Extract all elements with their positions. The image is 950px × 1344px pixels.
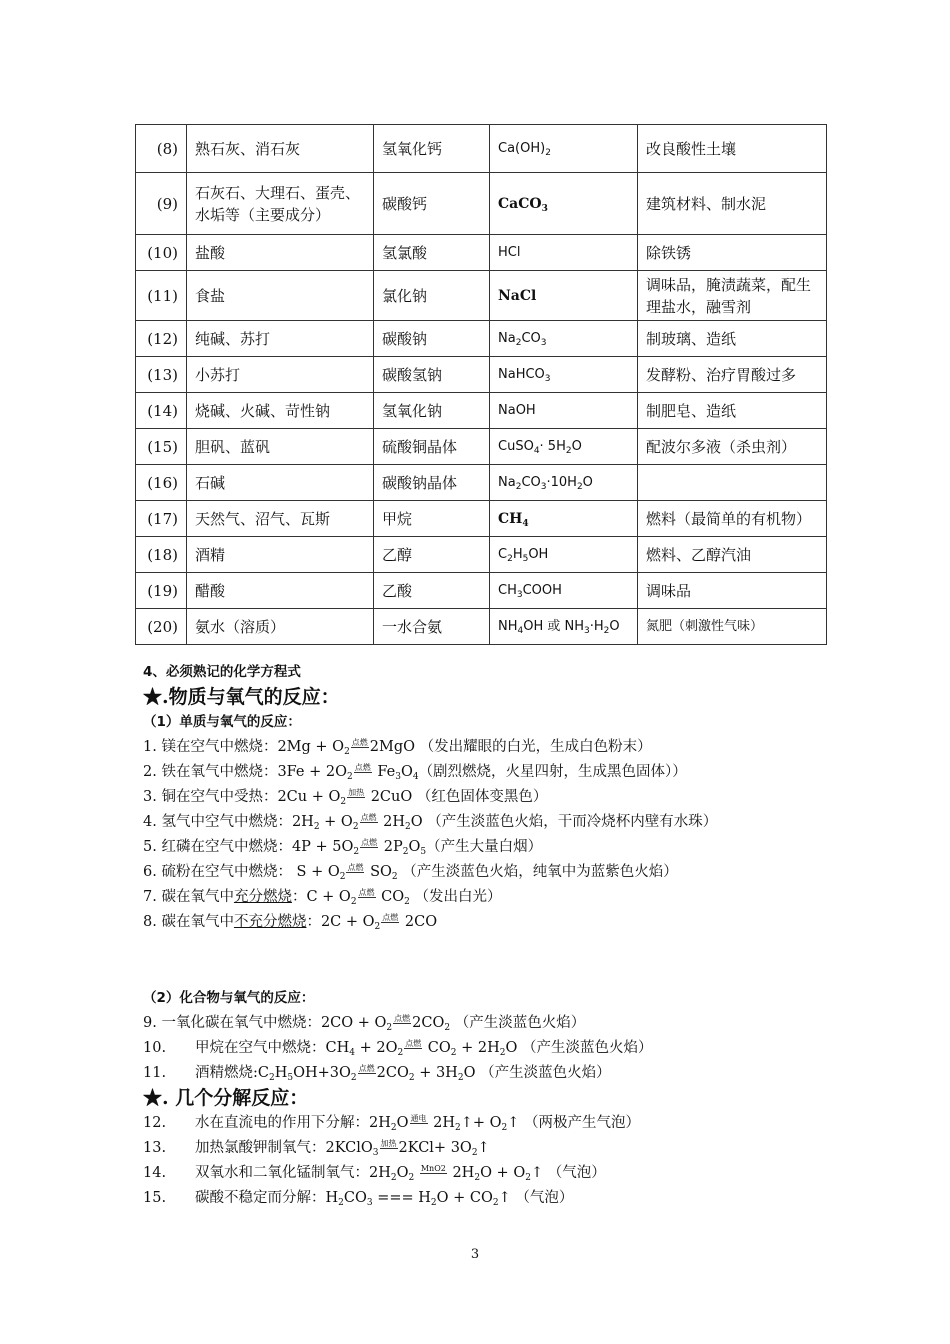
subscript: 2 — [313, 822, 320, 832]
subscript: 2 — [457, 1073, 464, 1083]
text-segment: O + O — [480, 1165, 526, 1181]
subscript: 2 — [515, 337, 522, 348]
text-segment: 5. 红磷在空气中燃烧：4P + 5O — [143, 839, 354, 855]
subscript: 2 — [350, 897, 357, 907]
text-segment: CO — [376, 889, 405, 905]
subscript: 2 — [350, 1073, 357, 1083]
equation-line — [143, 785, 717, 810]
usage-cell: 除铁锈 — [638, 235, 827, 271]
chemical-name-cell: 乙酸 — [374, 573, 490, 609]
text-segment: NaCl — [498, 287, 537, 304]
subscript: 2 — [408, 1073, 415, 1083]
text-segment: === H — [372, 1190, 431, 1206]
underlined-text: 充分燃烧 — [233, 889, 292, 905]
subscript: 3 — [395, 772, 401, 782]
subscript: 2 — [340, 797, 347, 807]
underlined-text: 不充分燃烧 — [233, 914, 307, 930]
text-segment: O — [609, 618, 620, 634]
reaction-condition: 点燃 — [351, 738, 368, 747]
text-segment: 3. 铜在空气中受热：2Cu + O — [143, 789, 341, 805]
usage-cell: 燃料（最简单的有机物） — [638, 501, 827, 537]
text-segment: 4、必须熟记的化学方程式 — [143, 664, 301, 680]
reaction-condition: 点燃 — [358, 888, 375, 897]
row-number: (18) — [136, 537, 187, 573]
text-segment: 2. 铁在氧气中燃烧：3Fe + 2O — [143, 764, 347, 780]
table-row — [136, 173, 827, 235]
text-segment: C — [498, 546, 508, 562]
usage-cell: 制肥皂、造纸 — [638, 393, 827, 429]
equation-line — [143, 1061, 653, 1086]
chemical-name-cell: 一水合氨 — [374, 609, 490, 645]
text-segment: CuSO — [498, 438, 534, 454]
text-segment: （产生淡蓝色火焰） — [450, 1015, 586, 1031]
reaction-condition: 点燃 — [394, 1014, 411, 1023]
chemical-name-cell: 硫酸铜晶体 — [374, 429, 490, 465]
chemical-name-cell: 乙醇 — [374, 537, 490, 573]
text-segment: Fe — [372, 764, 396, 780]
equation-line — [143, 910, 717, 935]
text-segment: 2H — [378, 814, 406, 830]
subscript: 2 — [515, 481, 522, 492]
text-segment: 2CO — [400, 914, 438, 930]
reaction-condition: 点燃 — [360, 813, 377, 822]
reaction-condition: 点燃 — [361, 838, 378, 847]
text-segment: Na — [498, 474, 516, 490]
formula-cell — [490, 393, 638, 429]
text-segment: 8. 碳在氧气中 — [143, 914, 234, 930]
text-segment: ↑ — [477, 1140, 490, 1156]
text-segment: HCl — [498, 244, 521, 260]
page-number: 3 — [470, 1247, 480, 1262]
text-segment: ↑ （气泡） — [530, 1165, 606, 1181]
table-row — [136, 125, 827, 173]
text-segment: OH 或 NH — [523, 618, 585, 634]
subscript: 3 — [544, 373, 551, 384]
equations-section-oxygen-elements — [143, 660, 717, 935]
text-segment: CH — [498, 582, 517, 598]
subscript: 2 — [501, 1123, 508, 1133]
text-segment: （2）化合物与氧气的反应： — [143, 990, 315, 1006]
subscript: 3 — [366, 1198, 373, 1208]
text-segment: · 5H — [539, 438, 566, 454]
equations-section-compounds-decomposition — [143, 986, 653, 1211]
subscript: 2 — [565, 445, 572, 456]
formula-cell — [490, 271, 638, 321]
subscript: 2 — [474, 1173, 481, 1183]
subscript: 2 — [492, 1198, 499, 1208]
text-segment: （1）单质与氧气的反应： — [143, 714, 301, 730]
common-name-cell: 石灰石、大理石、蛋壳、水垢等（主要成分） — [187, 173, 374, 235]
subscript: 2 — [545, 147, 551, 158]
equation-index: 10. — [143, 1040, 167, 1056]
formula-cell — [490, 235, 638, 271]
text-segment: + 2H — [456, 1040, 500, 1056]
text-segment: 2CO — [376, 1065, 409, 1081]
usage-cell: 氮肥（刺激性气味） — [638, 609, 827, 645]
subscript: 2 — [338, 1198, 344, 1208]
text-segment: O （产生淡蓝色火焰） — [463, 1065, 611, 1081]
common-name-cell: 石碱 — [187, 465, 374, 501]
formula-cell — [490, 573, 638, 609]
formula-cell — [490, 321, 638, 357]
subscript: 2 — [471, 1148, 478, 1158]
text-segment: ↑ （气泡） — [498, 1190, 574, 1206]
common-name-cell: 熟石灰、消石灰 — [187, 125, 374, 173]
usage-cell: 配波尔多液（杀虫剂） — [638, 429, 827, 465]
subscript: 4 — [517, 625, 524, 636]
subscript: 2 — [344, 747, 350, 757]
equation-index: 14. — [143, 1165, 167, 1181]
subscript: 2 — [402, 847, 409, 857]
formula-cell — [490, 537, 638, 573]
subscript: 2 — [430, 1198, 437, 1208]
text-segment: ·H — [589, 618, 604, 634]
subscript: 2 — [499, 1048, 506, 1058]
reaction-condition: MnO2 — [420, 1164, 446, 1173]
equation-index: 11. — [143, 1065, 167, 1081]
common-name-cell: 烧碱、火碱、苛性钠 — [187, 393, 374, 429]
subscript: 3 — [541, 203, 548, 214]
text-segment: 加热氯酸钾制氧气：2KClO — [195, 1140, 373, 1156]
text-segment: Ca(OH) — [498, 140, 546, 156]
text-segment: OH — [528, 546, 549, 562]
equation-line — [143, 735, 717, 760]
text-segment: CO — [423, 1040, 451, 1056]
common-name-cell: 胆矾、蓝矾 — [187, 429, 374, 465]
subscript: 2 — [374, 922, 381, 932]
reaction-condition: 点燃 — [405, 1039, 422, 1048]
subscript: 2 — [397, 1048, 404, 1058]
chemical-name-cell: 氢氧化钠 — [374, 393, 490, 429]
text-segment: 6. 硫粉在空气中燃烧： S + O — [143, 864, 340, 880]
text-segment: 2H — [447, 1165, 475, 1181]
subscript: 3 — [540, 481, 547, 492]
equation-line — [143, 1111, 653, 1136]
equation-index: 12. — [143, 1115, 167, 1131]
subscript: 2 — [444, 1023, 451, 1033]
chemical-name-cell: 碳酸氢钠 — [374, 357, 490, 393]
common-name-cell: 食盐 — [187, 271, 374, 321]
section-heading — [143, 710, 717, 735]
common-name-cell: 天然气、沼气、瓦斯 — [187, 501, 374, 537]
formula-cell — [490, 465, 638, 501]
subscript: 2 — [268, 1073, 275, 1083]
usage-cell: 制玻璃、造纸 — [638, 321, 827, 357]
text-segment — [414, 1165, 419, 1181]
row-number: (8) — [136, 125, 187, 173]
text-segment: 2H — [428, 1115, 455, 1131]
text-segment: 2KCl+ 3O — [398, 1140, 472, 1156]
subscript: 2 — [391, 872, 398, 882]
row-number: (20) — [136, 609, 187, 645]
chemical-name-cell: 碳酸钠晶体 — [374, 465, 490, 501]
text-segment: 甲烷在空气中燃烧：CH — [195, 1040, 350, 1056]
text-segment: ★. 几个分解反应： — [143, 1087, 309, 1109]
subscript: 4 — [349, 1048, 355, 1058]
text-segment: 1. 镁在空气中燃烧：2Mg + O — [143, 739, 345, 755]
row-number: (15) — [136, 429, 187, 465]
subscript: 2 — [525, 1173, 531, 1183]
table-row — [136, 321, 827, 357]
text-segment: OH+3O — [293, 1065, 351, 1081]
text-segment: + 2O — [354, 1040, 398, 1056]
table-row — [136, 235, 827, 271]
text-segment: O + CO — [436, 1190, 493, 1206]
text-segment: 碳酸不稳定而分解：H — [195, 1190, 339, 1206]
subscript: 3 — [516, 589, 523, 600]
subscript: 5 — [287, 1073, 294, 1083]
text-segment: NaHCO — [498, 366, 545, 382]
subscript: 4 — [412, 772, 419, 782]
section-heading — [143, 660, 717, 685]
usage-cell: 改良酸性土壤 — [638, 125, 827, 173]
table-row — [136, 429, 827, 465]
chemical-name-cell: 氢氧化钙 — [374, 125, 490, 173]
text-segment: ：2C + O — [306, 914, 375, 930]
text-segment: O — [408, 839, 421, 855]
common-name-cell: 盐酸 — [187, 235, 374, 271]
subscript: 2 — [390, 1173, 397, 1183]
text-segment: 2CO — [412, 1015, 445, 1031]
text-segment: ★.物质与氧气的反应： — [143, 686, 340, 708]
equation-line — [143, 1186, 653, 1211]
text-segment: COOH — [522, 582, 562, 598]
usage-cell: 建筑材料、制水泥 — [638, 173, 827, 235]
formula-cell — [490, 357, 638, 393]
reaction-condition: 加热 — [348, 788, 365, 797]
row-number: (10) — [136, 235, 187, 271]
table-row — [136, 465, 827, 501]
text-segment: ·10H — [546, 474, 577, 490]
chemical-name-cell: 碳酸钠 — [374, 321, 490, 357]
equation-line — [143, 1011, 653, 1036]
text-segment: （剧烈燃烧，火星四射，生成黑色固体）） — [418, 764, 687, 780]
row-number: (12) — [136, 321, 187, 357]
equation-line — [143, 885, 717, 910]
formula-cell — [490, 173, 638, 235]
text-segment: ：C + O — [291, 889, 351, 905]
section-heading — [143, 685, 717, 710]
table-row — [136, 609, 827, 645]
text-segment: H — [274, 1065, 288, 1081]
reaction-condition: 点燃 — [347, 863, 364, 872]
chemical-name-cell: 氯化钠 — [374, 271, 490, 321]
text-segment: 2P — [379, 839, 403, 855]
text-segment: CO — [521, 330, 541, 346]
text-segment: （发出白光） — [409, 889, 502, 905]
reaction-condition: 点燃 — [354, 763, 371, 772]
text-segment: O （产生淡蓝色火焰，干而冷烧杯内壁有水珠） — [410, 814, 718, 830]
text-segment: NaOH — [498, 402, 536, 418]
usage-cell: 调味品，腌渍蔬菜，配生理盐水，融雪剂 — [638, 271, 827, 321]
subscript: 2 — [386, 1023, 393, 1033]
usage-cell — [638, 465, 827, 501]
reaction-condition: 加热 — [380, 1139, 397, 1148]
text-segment: SO — [365, 864, 392, 880]
text-segment: ↑+ O — [460, 1115, 502, 1131]
equation-index: 13. — [143, 1140, 167, 1156]
text-segment: 2CuO （红色固体变黑色） — [366, 789, 548, 805]
row-number: (14) — [136, 393, 187, 429]
equation-line — [143, 1036, 653, 1061]
text-segment: 水在直流电的作用下分解：2H — [195, 1115, 391, 1131]
subscript: 2 — [404, 897, 410, 907]
text-segment: H — [512, 546, 523, 562]
subscript: 5 — [522, 553, 529, 564]
subscript: 2 — [450, 1048, 457, 1058]
text-segment: CaCO — [498, 195, 542, 212]
text-segment: 酒精燃烧:C — [195, 1065, 269, 1081]
formula-cell — [490, 125, 638, 173]
text-segment: O — [396, 1115, 409, 1131]
substance-table — [135, 124, 827, 645]
text-segment: 双氧水和二氧化锰制氧气：2H — [195, 1165, 391, 1181]
text-segment: 4. 氢气中空气中燃烧：2H — [143, 814, 314, 830]
subscript: 5 — [420, 847, 427, 857]
text-segment: 9. 一氧化碳在氧气中燃烧：2CO + O — [143, 1015, 387, 1031]
subscript: 2 — [507, 553, 513, 564]
row-number: (13) — [136, 357, 187, 393]
text-segment: NH — [498, 618, 518, 634]
subscript: 2 — [347, 772, 353, 782]
chemical-name-cell: 甲烷 — [374, 501, 490, 537]
row-number: (11) — [136, 271, 187, 321]
row-number: (16) — [136, 465, 187, 501]
text-segment: O — [571, 438, 582, 454]
usage-cell: 发酵粉、治疗胃酸过多 — [638, 357, 827, 393]
subscript: 2 — [408, 1173, 415, 1183]
formula-cell — [490, 429, 638, 465]
equation-line — [143, 835, 717, 860]
subscript: 4 — [522, 518, 529, 529]
common-name-cell: 纯碱、苏打 — [187, 321, 374, 357]
table-row — [136, 573, 827, 609]
usage-cell: 燃料、乙醇汽油 — [638, 537, 827, 573]
common-name-cell: 小苏打 — [187, 357, 374, 393]
common-name-cell: 氨水（溶质） — [187, 609, 374, 645]
common-name-cell: 醋酸 — [187, 573, 374, 609]
subscript: 3 — [540, 337, 547, 348]
text-segment: O （产生淡蓝色火焰） — [505, 1040, 653, 1056]
table-row — [136, 393, 827, 429]
text-segment: O — [396, 1165, 409, 1181]
subscript: 2 — [454, 1123, 461, 1133]
text-segment: （产生大量白烟） — [426, 839, 543, 855]
subscript: 2 — [405, 822, 411, 832]
row-number: (17) — [136, 501, 187, 537]
reaction-condition: 通电 — [410, 1114, 427, 1123]
text-segment: CH — [498, 510, 523, 527]
text-segment: O — [400, 764, 413, 780]
equation-line — [143, 860, 717, 885]
equation-line — [143, 760, 717, 785]
usage-cell: 调味品 — [638, 573, 827, 609]
reaction-condition: 点燃 — [358, 1064, 375, 1073]
table-row — [136, 357, 827, 393]
text-segment: O — [582, 474, 593, 490]
equation-line — [143, 1161, 653, 1186]
table-row — [136, 537, 827, 573]
equation-line — [143, 810, 717, 835]
text-segment: （产生淡蓝色火焰，纯氧中为蓝紫色火焰） — [397, 864, 678, 880]
table-row — [136, 501, 827, 537]
text-segment: + 3H — [414, 1065, 458, 1081]
formula-cell — [490, 609, 638, 645]
subscript: 4 — [533, 445, 540, 456]
chemical-name-cell: 碳酸钙 — [374, 173, 490, 235]
subscript: 2 — [390, 1123, 397, 1133]
text-segment: Na — [498, 330, 516, 346]
chemical-name-cell: 氢氯酸 — [374, 235, 490, 271]
subscript: 3 — [372, 1148, 379, 1158]
text-segment: 7. 碳在氧气中 — [143, 889, 234, 905]
equation-index: 15. — [143, 1190, 167, 1206]
row-number: (19) — [136, 573, 187, 609]
text-segment: CO — [521, 474, 541, 490]
subscript: 3 — [584, 625, 590, 636]
equation-line — [143, 1136, 653, 1161]
formula-cell — [490, 501, 638, 537]
row-number: (9) — [136, 173, 187, 235]
text-segment: + O — [319, 814, 353, 830]
subscript: 2 — [352, 822, 359, 832]
section-heading — [143, 986, 653, 1011]
text-segment: ↑ （两极产生气泡） — [507, 1115, 641, 1131]
reaction-condition: 点燃 — [382, 913, 399, 922]
subscript: 2 — [339, 872, 346, 882]
table-row — [136, 271, 827, 321]
section-heading — [143, 1086, 653, 1111]
subscript: 2 — [353, 847, 360, 857]
text-segment: 2MgO （发出耀眼的白光，生成白色粉末） — [369, 739, 652, 755]
text-segment: CO — [343, 1190, 367, 1206]
subscript: 2 — [576, 481, 583, 492]
subscript: 2 — [603, 625, 610, 636]
common-name-cell: 酒精 — [187, 537, 374, 573]
